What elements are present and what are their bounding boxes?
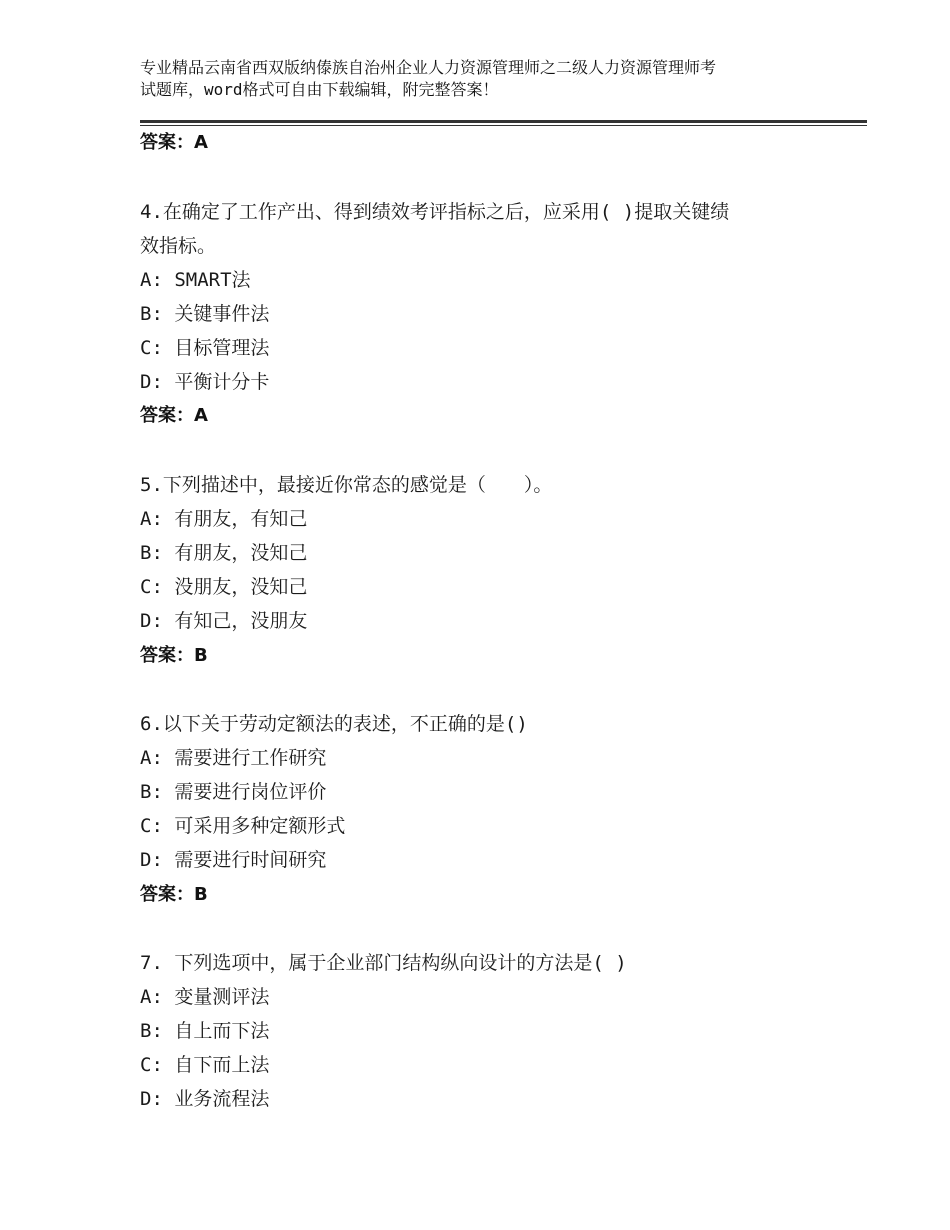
header-line-2: 试题库，word格式可自由下载编辑，附完整答案！ <box>140 80 499 99</box>
question-stem: 5.下列描述中，最接近你常态的感觉是（ ）。 <box>140 474 553 496</box>
option-a: A: SMART法 <box>140 269 251 291</box>
option-d: D: 业务流程法 <box>140 1088 270 1110</box>
option-c: C: 没朋友，没知己 <box>140 576 308 598</box>
question-stem: 6.以下关于劳动定额法的表述，不正确的是() <box>140 713 528 735</box>
option-a: A: 有朋友，有知己 <box>140 508 308 530</box>
question-stem: 7. 下列选项中，属于企业部门结构纵向设计的方法是( ) <box>140 952 627 974</box>
option-b: B: 有朋友，没知己 <box>140 542 308 564</box>
option-c: C: 目标管理法 <box>140 337 270 359</box>
answer-label: 答案：B <box>140 645 208 666</box>
option-a: A: 变量测评法 <box>140 986 270 1008</box>
option-c: C: 可采用多种定额形式 <box>140 815 346 837</box>
document-header <box>140 57 840 101</box>
header-line-1: 专业精品云南省西双版纳傣族自治州企业人力资源管理师之二级人力资源管理师考 <box>140 58 717 77</box>
question-stem: 4.在确定了工作产出、得到绩效考评指标之后，应采用( )提取关键绩 <box>140 201 730 223</box>
header-divider-thick <box>140 120 867 123</box>
option-b: B: 自上而下法 <box>140 1020 270 1042</box>
option-b: B: 关键事件法 <box>140 303 270 325</box>
answer-label: 答案：B <box>140 884 208 905</box>
option-b: B: 需要进行岗位评价 <box>140 781 327 803</box>
answer-label: 答案：A <box>140 405 208 426</box>
option-d: D: 平衡计分卡 <box>140 371 270 393</box>
question-stem-continued: 效指标。 <box>140 235 217 257</box>
header-divider-thin <box>140 125 867 126</box>
option-d: D: 有知己，没朋友 <box>140 610 308 632</box>
option-a: A: 需要进行工作研究 <box>140 747 327 769</box>
option-c: C: 自下而上法 <box>140 1054 270 1076</box>
option-d: D: 需要进行时间研究 <box>140 849 327 871</box>
answer-q3: 答案：A <box>140 132 208 153</box>
